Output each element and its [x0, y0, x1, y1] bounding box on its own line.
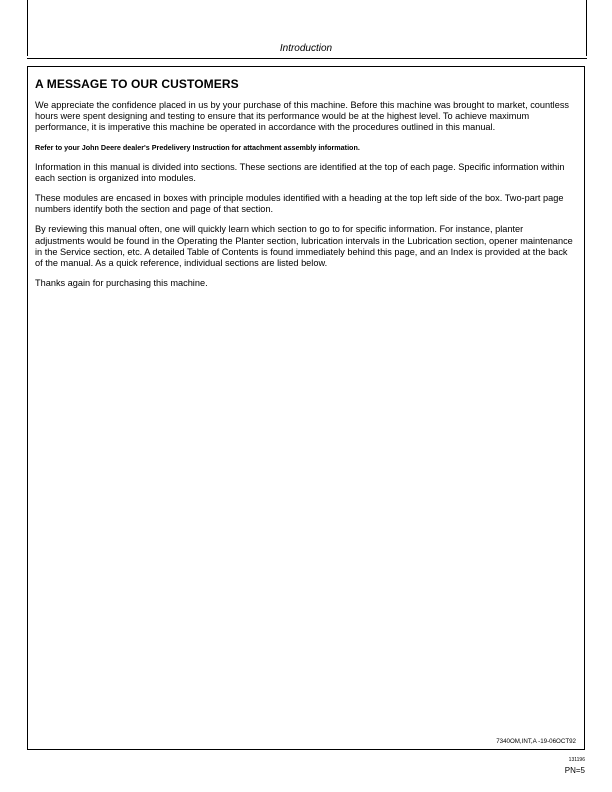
header-divider — [27, 58, 587, 59]
sections-paragraph: Information in this manual is divided into sections. These sections are identified at the top of each page. Specific information within each section is organized into modules. — [35, 161, 565, 183]
page-number: PN=5 — [564, 766, 585, 775]
modules-paragraph: These modules are encased in boxes with principle modules identified with a heading at the top left side of the box. Two-part page numbers identify both the section and page of that section. — [35, 193, 564, 215]
module-heading: A MESSAGE TO OUR CUSTOMERS — [35, 77, 239, 91]
module-box — [27, 66, 585, 750]
reviewing-paragraph: By reviewing this manual often, one will quickly learn which section to go to for specific information. For instance, planter adjustments would be found in the Operating the Planter section, lubrication intervals in the Lubrication section, opener maintenance in the Service section, etc. A detailed Table of Contents is found immediately behind this page, and an Index is provided at the back of the manual. As a quick reference, individual sections are listed below. — [35, 224, 573, 269]
footer-code: 131196 — [568, 757, 585, 763]
dealer-note: Refer to your John Deere dealer's Predelivery Instruction for attachment assembly information. — [35, 142, 360, 152]
module-reference-code: 7340OM,INT,A -19-06OCT92 — [496, 738, 576, 745]
thanks-paragraph: Thanks again for purchasing this machine. — [35, 278, 208, 289]
intro-paragraph: We appreciate the confidence placed in us by your purchase of this machine. Before this machine was brought to market, countless hours were spent designing and testing to ensure that its performance would be at the highest level. To achieve maximum performance, it is imperative this machine be operated in accordance with the procedures outlined in this manual. — [35, 100, 570, 133]
module-body — [35, 100, 575, 298]
section-title: Introduction — [279, 43, 333, 54]
